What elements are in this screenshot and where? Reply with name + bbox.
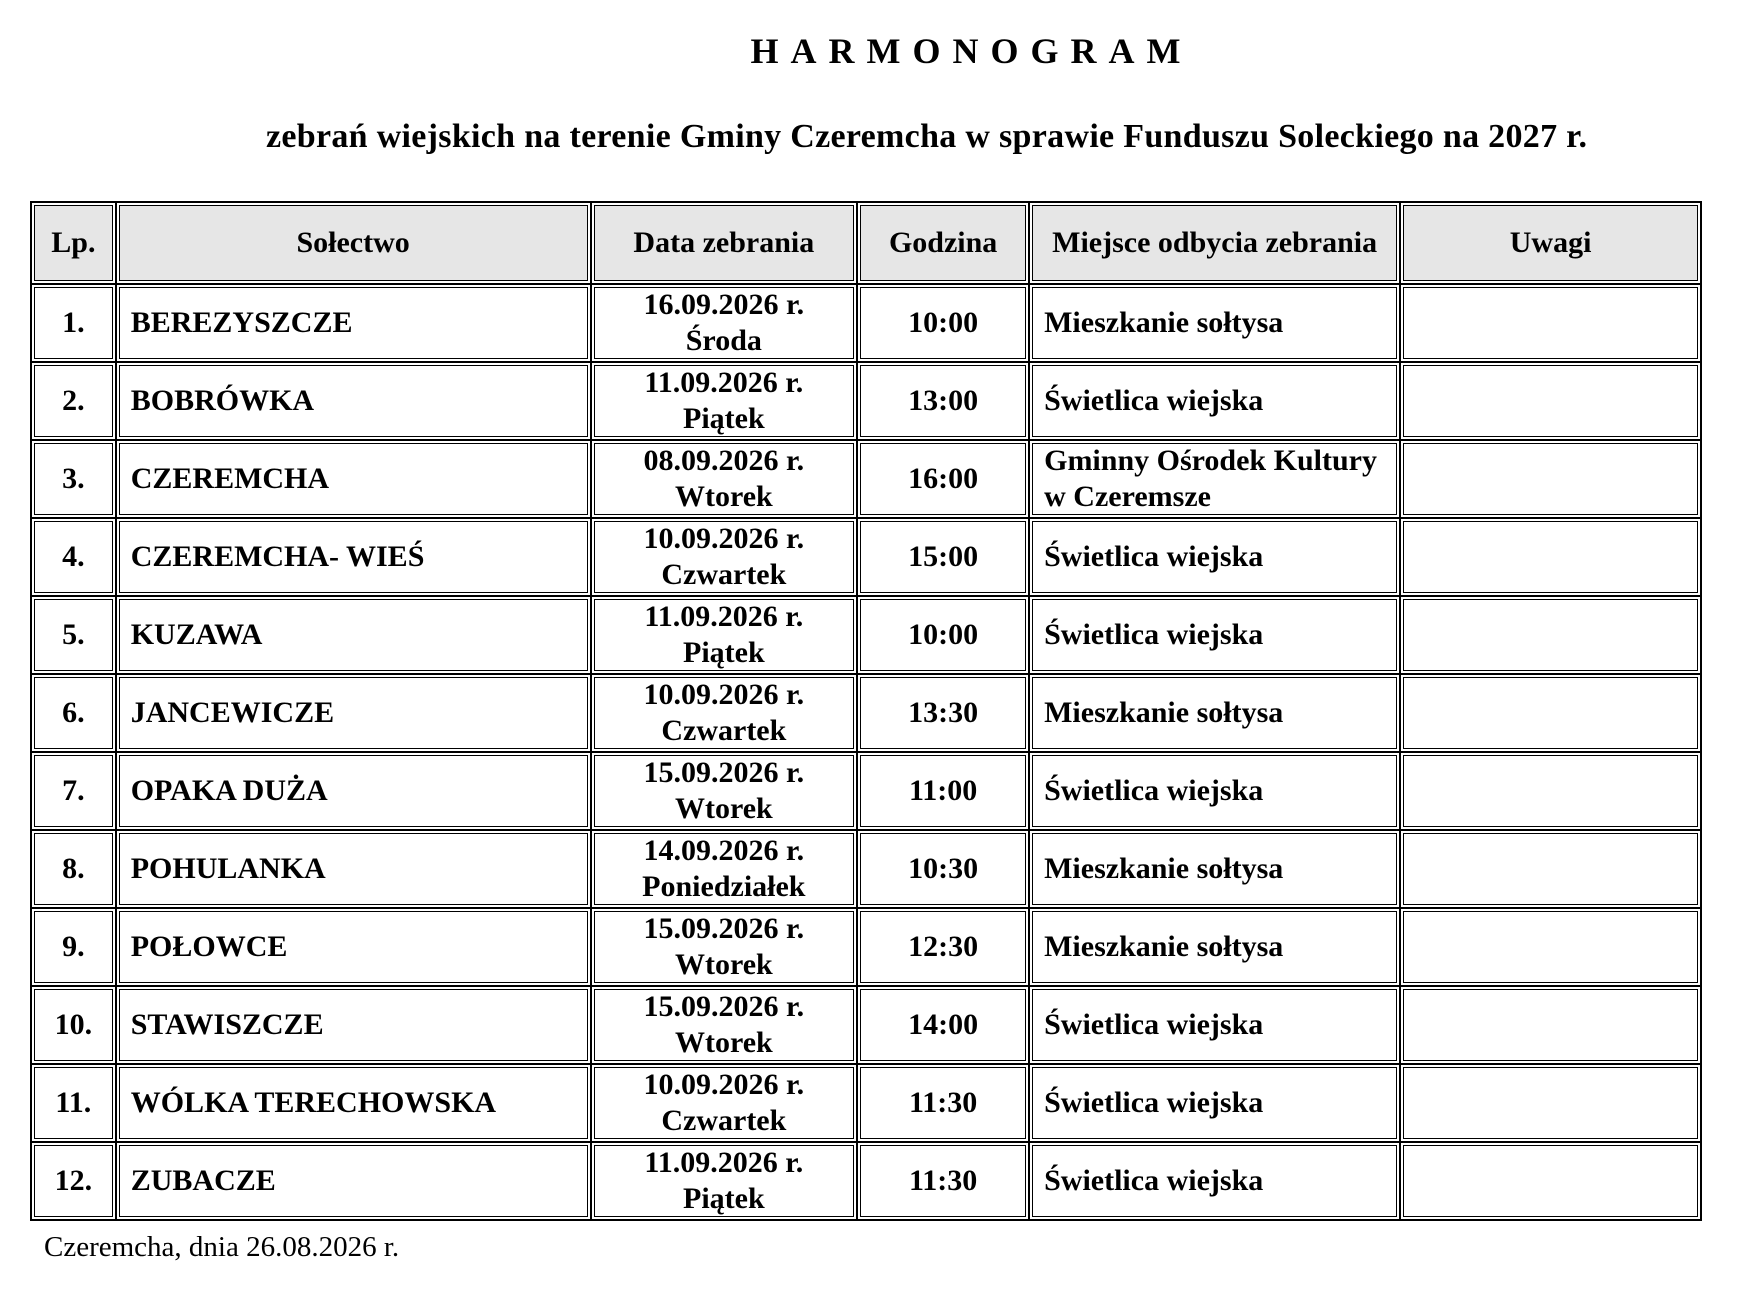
cell-lp: 6.	[31, 674, 116, 752]
cell-time: 11:00	[857, 752, 1029, 830]
cell-lp: 3.	[31, 440, 116, 518]
table-row	[31, 830, 1701, 908]
table-row	[31, 674, 1701, 752]
cell-uwagi	[1400, 284, 1701, 362]
cell-solectwo: WÓLKA TERECHOWSKA	[116, 1064, 591, 1142]
header-solectwo: Sołectwo	[116, 202, 591, 284]
cell-place: Świetlica wiejska	[1029, 1064, 1400, 1142]
table-header-row	[31, 202, 1701, 284]
cell-solectwo: CZEREMCHA- WIEŚ	[116, 518, 591, 596]
table-row	[31, 752, 1701, 830]
cell-time: 11:30	[857, 1064, 1029, 1142]
cell-lp: 5.	[31, 596, 116, 674]
cell-date-value: 11.09.2026 r.	[644, 1146, 804, 1179]
cell-solectwo: JANCEWICZE	[116, 674, 591, 752]
table-row	[31, 518, 1701, 596]
cell-lp: 12.	[31, 1142, 116, 1220]
cell-weekday: Wtorek	[674, 480, 773, 513]
cell-uwagi	[1400, 1064, 1701, 1142]
cell-date-value: 14.09.2026 r.	[643, 834, 805, 867]
cell-place: Świetlica wiejska	[1029, 596, 1400, 674]
cell-solectwo: CZEREMCHA	[116, 440, 591, 518]
cell-date	[591, 986, 858, 1064]
cell-weekday: Poniedziałek	[642, 870, 806, 903]
schedule-table	[30, 201, 1702, 1221]
cell-date-value: 10.09.2026 r.	[643, 522, 805, 555]
cell-place: Gminny Ośrodek Kultury w Czeremsze	[1029, 440, 1400, 518]
cell-uwagi	[1400, 518, 1701, 596]
cell-place: Mieszkanie sołtysa	[1029, 674, 1400, 752]
cell-weekday: Piątek	[683, 636, 765, 669]
cell-solectwo: OPAKA DUŻA	[116, 752, 591, 830]
cell-place: Mieszkanie sołtysa	[1029, 284, 1400, 362]
cell-weekday: Wtorek	[674, 948, 773, 981]
table-row	[31, 362, 1701, 440]
cell-weekday: Wtorek	[674, 1026, 773, 1059]
cell-time: 14:00	[857, 986, 1029, 1064]
cell-weekday: Piątek	[683, 402, 765, 435]
table-row	[31, 1064, 1701, 1142]
table-row	[31, 284, 1701, 362]
cell-place: Mieszkanie sołtysa	[1029, 908, 1400, 986]
cell-weekday: Wtorek	[674, 792, 773, 825]
cell-lp: 11.	[31, 1064, 116, 1142]
cell-date	[591, 1064, 858, 1142]
cell-solectwo: POHULANKA	[116, 830, 591, 908]
cell-uwagi	[1400, 752, 1701, 830]
cell-date	[591, 518, 858, 596]
cell-uwagi	[1400, 830, 1701, 908]
cell-place: Świetlica wiejska	[1029, 752, 1400, 830]
cell-date-value: 15.09.2026 r.	[643, 756, 805, 789]
cell-weekday: Czwartek	[661, 558, 787, 591]
cell-solectwo: ZUBACZE	[116, 1142, 591, 1220]
cell-weekday: Środa	[685, 324, 762, 357]
cell-solectwo: KUZAWA	[116, 596, 591, 674]
cell-lp: 10.	[31, 986, 116, 1064]
cell-date-value: 11.09.2026 r.	[644, 366, 804, 399]
cell-lp: 2.	[31, 362, 116, 440]
cell-place: Mieszkanie sołtysa	[1029, 830, 1400, 908]
header-data: Data zebrania	[591, 202, 858, 284]
cell-date-value: 16.09.2026 r.	[643, 288, 805, 321]
table-row	[31, 596, 1701, 674]
cell-solectwo: STAWISZCZE	[116, 986, 591, 1064]
cell-uwagi	[1400, 440, 1701, 518]
cell-lp: 9.	[31, 908, 116, 986]
cell-place: Świetlica wiejska	[1029, 1142, 1400, 1220]
cell-weekday: Piątek	[683, 1182, 765, 1215]
cell-date	[591, 752, 858, 830]
cell-date	[591, 908, 858, 986]
header-uwagi: Uwagi	[1400, 202, 1701, 284]
cell-place: Świetlica wiejska	[1029, 986, 1400, 1064]
cell-time: 13:30	[857, 674, 1029, 752]
table-row	[31, 986, 1701, 1064]
table-body	[31, 284, 1701, 1220]
cell-date	[591, 674, 858, 752]
cell-weekday: Czwartek	[661, 714, 787, 747]
cell-time: 12:30	[857, 908, 1029, 986]
cell-date-value: 10.09.2026 r.	[643, 1068, 805, 1101]
cell-date-value: 15.09.2026 r.	[643, 912, 805, 945]
header-lp: Lp.	[31, 202, 116, 284]
document-footer: Czeremcha, dnia 26.08.2026 r.	[44, 1231, 400, 1263]
cell-date	[591, 1142, 858, 1220]
header-godzina: Godzina	[857, 202, 1029, 284]
document-title: HARMONOGRAM	[750, 31, 1193, 71]
table-row	[31, 1142, 1701, 1220]
cell-place: Świetlica wiejska	[1029, 362, 1400, 440]
cell-time: 13:00	[857, 362, 1029, 440]
cell-lp: 4.	[31, 518, 116, 596]
table-row	[31, 908, 1701, 986]
cell-solectwo: BOBRÓWKA	[116, 362, 591, 440]
cell-time: 10:30	[857, 830, 1029, 908]
cell-date	[591, 830, 858, 908]
cell-weekday: Czwartek	[661, 1104, 787, 1137]
document-subtitle: zebrań wiejskich na terenie Gminy Czeremcha w sprawie Funduszu Soleckiego na 2027 r.	[266, 118, 1588, 155]
cell-uwagi	[1400, 362, 1701, 440]
cell-lp: 1.	[31, 284, 116, 362]
cell-lp: 7.	[31, 752, 116, 830]
cell-solectwo: POŁOWCE	[116, 908, 591, 986]
cell-date-value: 10.09.2026 r.	[643, 678, 805, 711]
cell-date-value: 08.09.2026 r.	[643, 444, 805, 477]
table-row	[31, 440, 1701, 518]
cell-date	[591, 596, 858, 674]
cell-uwagi	[1400, 674, 1701, 752]
cell-time: 10:00	[857, 284, 1029, 362]
header-miejsce: Miejsce odbycia zebrania	[1029, 202, 1400, 284]
cell-time: 15:00	[857, 518, 1029, 596]
cell-uwagi	[1400, 986, 1701, 1064]
cell-time: 11:30	[857, 1142, 1029, 1220]
cell-solectwo: BEREZYSZCZE	[116, 284, 591, 362]
cell-time: 10:00	[857, 596, 1029, 674]
cell-place: Świetlica wiejska	[1029, 518, 1400, 596]
cell-date-value: 15.09.2026 r.	[643, 990, 805, 1023]
cell-lp: 8.	[31, 830, 116, 908]
cell-uwagi	[1400, 1142, 1701, 1220]
cell-date-value: 11.09.2026 r.	[644, 600, 804, 633]
cell-uwagi	[1400, 908, 1701, 986]
cell-date	[591, 362, 858, 440]
cell-date	[591, 284, 858, 362]
cell-time: 16:00	[857, 440, 1029, 518]
cell-uwagi	[1400, 596, 1701, 674]
cell-date	[591, 440, 858, 518]
